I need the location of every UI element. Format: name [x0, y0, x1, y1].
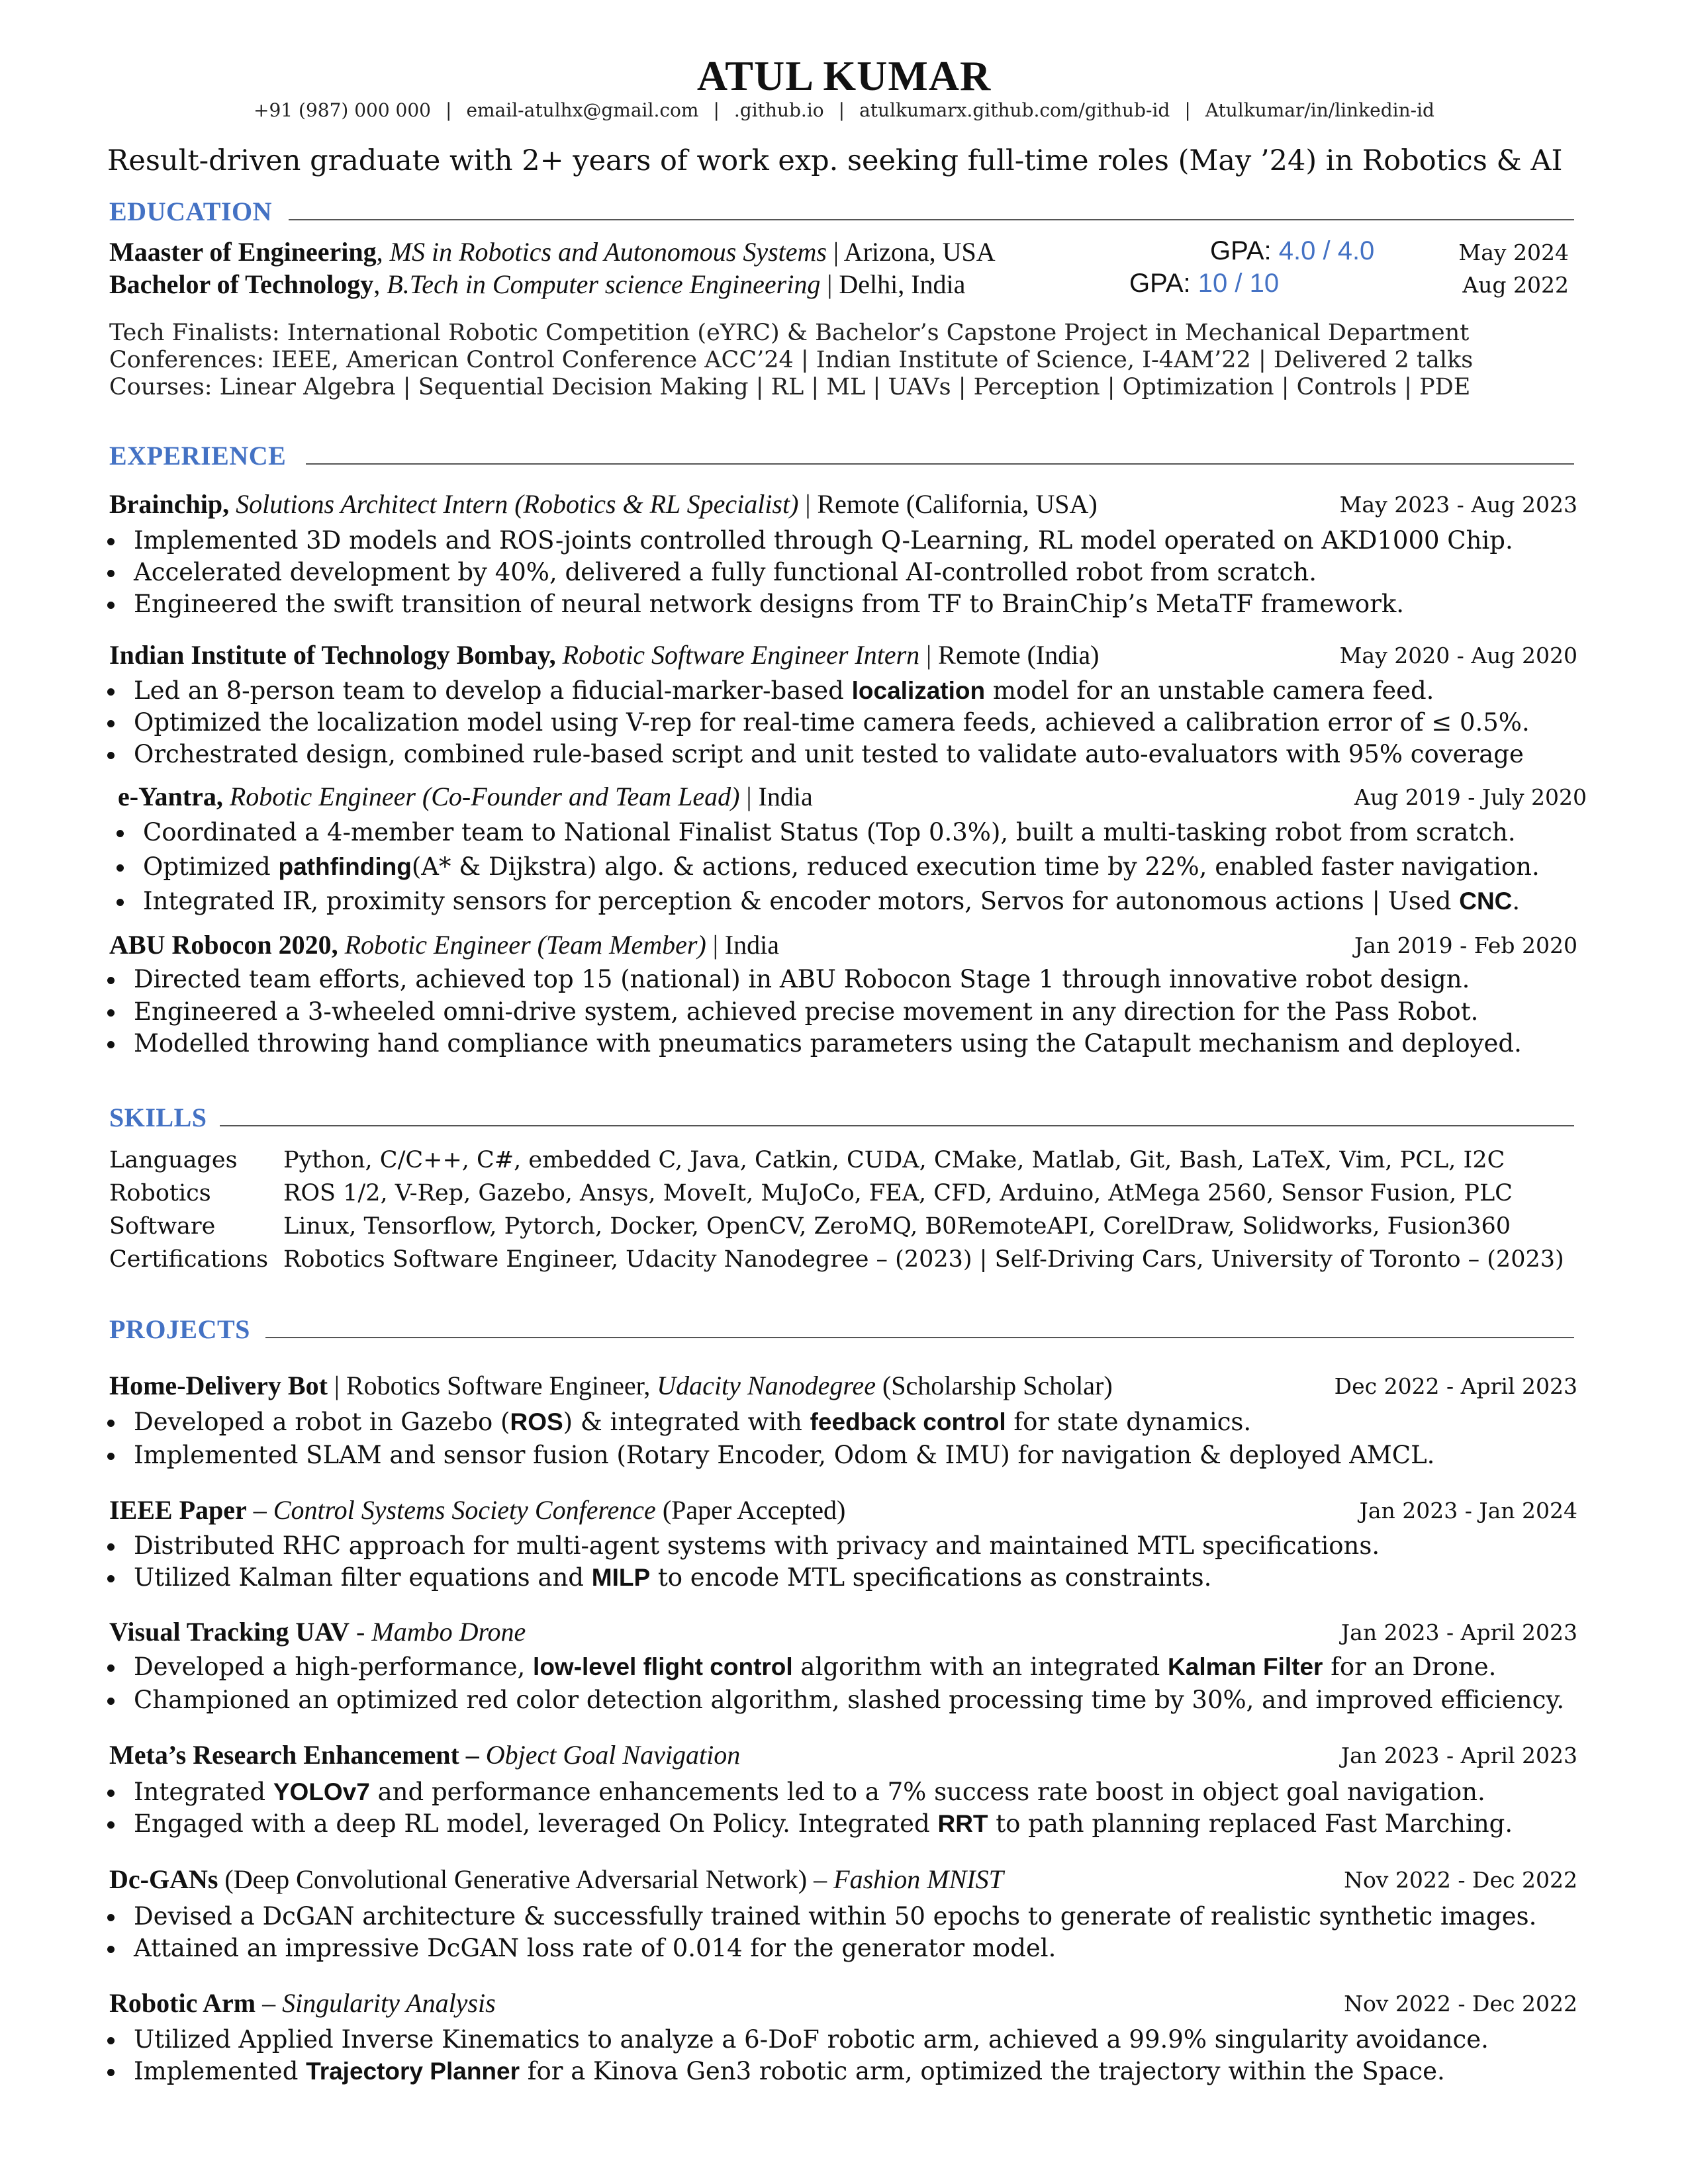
skill-label: Certifications	[109, 1246, 269, 1273]
project-header: Visual Tracking UAV - Mambo Drone	[109, 1617, 526, 1647]
experience-role: Robotic Engineer (Co-Founder and Team Lead)	[229, 782, 740, 811]
bullet-text: Championed an optimized red color detection algorithm, slashed processing time by 30%, and improved efficiency.	[134, 1686, 1565, 1714]
project-header: Home-Delivery Bot | Robotics Software Engineer, Udacity Nanodegree (Scholarship Scholar)	[109, 1371, 1113, 1400]
bold-keyword: MILP	[591, 1564, 651, 1591]
bullet-text: Distributed RHC approach for multi-agent systems with privacy and maintained MTL specifications.	[134, 1531, 1380, 1560]
experience-role: Solutions Architect Intern (Robotics & RL Specialist)	[236, 489, 799, 519]
bullet-text: Optimized pathfinding(A* & Dijkstra) algo. & actions, reduced execution time by 22%, enabled faster navigation.	[143, 852, 1540, 881]
bullet-dot	[107, 570, 115, 577]
gpa-label: GPA:	[1129, 269, 1191, 298]
candidate-name: ATUL KUMAR	[696, 52, 992, 99]
bold-keyword: Kalman Filter	[1168, 1653, 1323, 1680]
experience-date: May 2023 - Aug 2023	[1339, 492, 1577, 518]
gpa-2	[1129, 269, 1279, 298]
education-note: Courses: Linear Algebra | Sequential Decision Making | RL | ML | UAVs | Perception | Optimization | Controls | PDE	[109, 374, 1471, 400]
experience-org: Brainchip,	[109, 489, 230, 519]
bullet-text: Accelerated development by 40%, delivered a fully functional AI-controlled robot from scratch.	[134, 558, 1317, 586]
project-subtitle: Object Goal Navigation	[485, 1740, 741, 1770]
bullet-text: Integrated YOLOv7 and performance enhancements led to a 7% success rate boost in object goal navigation.	[134, 1778, 1485, 1806]
project-date: Jan 2023 - April 2023	[1340, 1619, 1577, 1645]
experience-role: Robotic Software Engineer Intern	[562, 640, 920, 670]
bullet-dot	[107, 1821, 115, 1829]
degree-location: | Arizona, USA	[833, 237, 996, 267]
section-rule	[220, 1125, 1574, 1126]
bullet-text: Implemented Trajectory Planner for a Kinova Gen3 robotic arm, optimized the trajectory within the Space.	[134, 2057, 1445, 2085]
education-note: Tech Finalists: International Robotic Competition (eYRC) & Bachelor’s Capstone Project in Mechanical Department	[109, 320, 1470, 346]
experience-location: | India	[746, 782, 813, 811]
project-title: Visual Tracking UAV	[109, 1617, 350, 1647]
separator: |	[445, 99, 452, 121]
project-subtitle: Fashion MNIST	[833, 1864, 1004, 1894]
bullet-text: Led an 8-person team to develop a fiducial-marker-based localization model for an unstable camera feed.	[134, 676, 1434, 705]
experience-date: Aug 2019 - July 2020	[1354, 784, 1587, 810]
bullet-dot	[107, 1698, 115, 1705]
experience-org: e-Yantra,	[118, 782, 223, 811]
bold-keyword: CNC	[1459, 887, 1513, 915]
bullet-dot	[107, 1790, 115, 1797]
skill-value: Python, C/C++, C#, embedded C, Java, Catkin, CUDA, CMake, Matlab, Git, Bash, LaTeX, Vim, PCL, I2C	[283, 1147, 1505, 1173]
bullet-text: Integrated IR, proximity sensors for perception & encoder motors, Servos for autonomous actions | Used CNC.	[143, 887, 1521, 915]
github-link[interactable]: atulkumarx.github.com/github-id	[859, 99, 1170, 121]
experience-org: Indian Institute of Technology Bombay,	[109, 640, 556, 670]
bullet-text: Developed a high-performance, low-level flight control algorithm with an integrated Kalman Filter for an Drone.	[134, 1653, 1497, 1681]
section-rule	[289, 219, 1574, 220]
project-title: IEEE Paper	[109, 1495, 247, 1525]
bullet-text: Engineered a 3-wheeled omni-drive system, achieved precise movement in any direction for the Pass Robot.	[134, 997, 1479, 1026]
skill-label: Software	[109, 1213, 216, 1240]
bullet-text: Utilized Applied Inverse Kinematics to analyze a 6-DoF robotic arm, achieved a 99.9% singularity avoidance.	[134, 2025, 1489, 2054]
bold-keyword: pathfinding	[278, 853, 412, 880]
skill-value: Linux, Tensorflow, Pytorch, Docker, OpenCV, ZeroMQ, B0RemoteAPI, CorelDraw, Solidworks, Fusion360	[283, 1213, 1511, 1240]
bullet-text: Optimized the localization model using V-rep for real-time camera feeds, achieved a calibration error of ≤ 0.5%.	[134, 708, 1530, 737]
experience-date: Jan 2019 - Feb 2020	[1354, 933, 1577, 958]
bullet-dot	[107, 977, 115, 984]
github-io-link[interactable]: .github.io	[733, 99, 824, 121]
phone: +91 (987) 000 000	[254, 99, 431, 121]
section-title-skills: SKILLS	[109, 1103, 207, 1132]
section-rule	[306, 463, 1574, 465]
experience-role: Robotic Engineer (Team Member)	[344, 930, 706, 960]
gpa-value: 4.0 / 4.0	[1278, 236, 1375, 265]
email-link[interactable]: email-atulhx@gmail.com	[466, 99, 699, 121]
education-note: Conferences: IEEE, American Control Conference ACC’24 | Indian Institute of Science, I-4AM’22 | Delivered 2 talks	[109, 347, 1474, 373]
skill-label: Robotics	[109, 1180, 211, 1206]
project-title: Meta’s Research Enhancement –	[109, 1740, 479, 1770]
project-title: Dc-GANs	[109, 1864, 218, 1894]
gpa-label: GPA:	[1210, 236, 1272, 265]
project-date: Jan 2023 - April 2023	[1340, 1743, 1577, 1768]
bullet-dot	[107, 752, 115, 759]
bold-keyword: Trajectory Planner	[306, 2058, 520, 2085]
bold-keyword: localization	[851, 677, 986, 704]
experience-location: | Remote (India)	[926, 640, 1100, 670]
skill-value: ROS 1/2, V-Rep, Gazebo, Ansys, MoveIt, MuJoCo, FEA, CFD, Arduino, AtMega 2560, Sensor Fusion, PLC	[283, 1180, 1513, 1206]
bullet-dot	[117, 830, 124, 837]
degree-name: Maaster of Engineering	[109, 237, 377, 267]
degree-name: Bachelor of Technology	[109, 269, 374, 299]
bullet-dot	[107, 2037, 115, 2044]
bold-keyword: low-level flight control	[533, 1653, 793, 1680]
project-header	[109, 1739, 740, 1770]
separator: |	[838, 99, 845, 121]
section-rule	[265, 1337, 1574, 1338]
bullet-dot	[117, 864, 124, 872]
bullet-dot	[107, 1946, 115, 1953]
bullet-dot	[107, 1041, 115, 1048]
project-subtitle: Udacity Nanodegree	[657, 1371, 876, 1400]
bullet-text: Utilized Kalman filter equations and MILP to encode MTL specifications as constraints.	[134, 1563, 1212, 1592]
bullet-text: Coordinated a 4-member team to National Finalist Status (Top 0.3%), built a multi-tasking robot from scratch.	[143, 818, 1516, 846]
experience-location: | Remote (California, USA)	[805, 489, 1098, 519]
skill-label: Languages	[109, 1147, 238, 1173]
bullet-text: Engineered the swift transition of neural network designs from TF to BrainChip’s MetaTF framework.	[134, 590, 1405, 618]
bullet-text: Directed team efforts, achieved top 15 (national) in ABU Robocon Stage 1 through innovative robot design.	[134, 965, 1470, 993]
education-degree-1: Maaster of Engineering, MS in Robotics and Autonomous Systems | Arizona, USA	[109, 237, 996, 267]
section-title-projects: PROJECTS	[109, 1314, 250, 1344]
bullet-dot	[107, 1009, 115, 1017]
bullet-text: Engaged with a deep RL model, leveraged On Policy. Integrated RRT to path planning replaced Fast Marching.	[134, 1809, 1513, 1838]
contact-line	[0, 99, 1688, 121]
project-subtitle: Mambo Drone	[371, 1617, 526, 1647]
bullet-dot	[107, 1664, 115, 1672]
bullet-dot	[107, 1914, 115, 1921]
skill-value: Robotics Software Engineer, Udacity Nanodegree – (2023) | Self-Driving Cars, University of Toronto – (2023)	[283, 1246, 1564, 1273]
experience-header	[109, 929, 779, 960]
project-subtitle: Control Systems Society Conference	[273, 1495, 656, 1525]
bold-keyword: RRT	[937, 1810, 988, 1837]
experience-header	[118, 781, 813, 812]
bullet-dot	[107, 1575, 115, 1582]
bullet-text: Modelled throwing hand compliance with pneumatics parameters using the Catapult mechanism and deployed.	[134, 1029, 1522, 1058]
degree-location: | Delhi, India	[827, 269, 966, 299]
experience-location: | India	[712, 930, 779, 960]
bullet-dot	[107, 1420, 115, 1427]
summary: Result-driven graduate with 2+ years of work exp. seeking full-time roles (May ’24) in Robotics & AI	[107, 144, 1563, 177]
project-date: Dec 2022 - April 2023	[1334, 1373, 1577, 1399]
project-title: Home-Delivery Bot	[109, 1371, 328, 1400]
bullet-text: Orchestrated design, combined rule-based script and unit tested to validate auto-evaluators with 95% coverage	[134, 740, 1524, 768]
linkedin-link[interactable]: Atulkumar/in/linkedin-id	[1205, 99, 1434, 121]
experience-date: May 2020 - Aug 2020	[1339, 643, 1577, 668]
project-header: IEEE Paper – Control Systems Society Conference (Paper Accepted)	[109, 1495, 846, 1525]
section-title-education: EDUCATION	[109, 197, 273, 226]
section-title-experience: EXPERIENCE	[109, 441, 287, 471]
bullet-text: Attained an impressive DcGAN loss rate of 0.014 for the generator model.	[134, 1934, 1056, 1962]
bullet-text: Developed a robot in Gazebo (ROS) & integrated with feedback control for state dynamics.	[134, 1408, 1252, 1436]
separator: |	[1184, 99, 1191, 121]
project-title: Robotic Arm	[109, 1988, 256, 2018]
bullet-dot	[107, 602, 115, 609]
experience-org: ABU Robocon 2020,	[109, 930, 338, 960]
education-degree-2: Bachelor of Technology, B.Tech in Computer science Engineering | Delhi, India	[109, 269, 966, 299]
degree-program: MS in Robotics and Autonomous Systems	[389, 237, 827, 267]
bullet-dot	[107, 2069, 115, 2076]
bullet-dot	[117, 899, 124, 906]
bullet-dot	[107, 1453, 115, 1460]
bullet-text: Implemented SLAM and sensor fusion (Rotary Encoder, Odom & IMU) for navigation & deployed AMCL.	[134, 1441, 1435, 1469]
experience-header	[109, 639, 1099, 670]
bullet-dot	[107, 1543, 115, 1551]
bold-keyword: ROS	[510, 1408, 563, 1435]
degree-date: May 2024	[1458, 240, 1569, 265]
project-subtitle: Singularity Analysis	[282, 1988, 496, 2018]
bullet-dot	[107, 688, 115, 696]
bullet-dot	[107, 720, 115, 727]
project-header: Robotic Arm – Singularity Analysis	[109, 1988, 496, 2018]
bullet-text: Implemented 3D models and ROS-joints controlled through Q-Learning, RL model operated on AKD1000 Chip.	[134, 526, 1513, 555]
bold-keyword: feedback control	[810, 1408, 1006, 1435]
project-date: Jan 2023 - Jan 2024	[1359, 1498, 1577, 1524]
project-date: Nov 2022 - Dec 2022	[1344, 1867, 1577, 1893]
gpa-value: 10 / 10	[1197, 269, 1280, 298]
degree-date: Aug 2022	[1462, 272, 1569, 298]
bullet-text: Devised a DcGAN architecture & successfully trained within 50 epochs to generate of realistic synthetic images.	[134, 1902, 1537, 1931]
gpa-1	[1210, 236, 1374, 266]
separator: |	[713, 99, 720, 121]
bullet-dot	[107, 538, 115, 545]
experience-header	[109, 488, 1098, 520]
project-header: Dc-GANs (Deep Convolutional Generative Adversarial Network) – Fashion MNIST	[109, 1864, 1004, 1894]
bold-keyword: YOLOv7	[273, 1778, 370, 1805]
project-date: Nov 2022 - Dec 2022	[1344, 1991, 1577, 2017]
degree-program: B.Tech in Computer science Engineering	[387, 269, 821, 299]
